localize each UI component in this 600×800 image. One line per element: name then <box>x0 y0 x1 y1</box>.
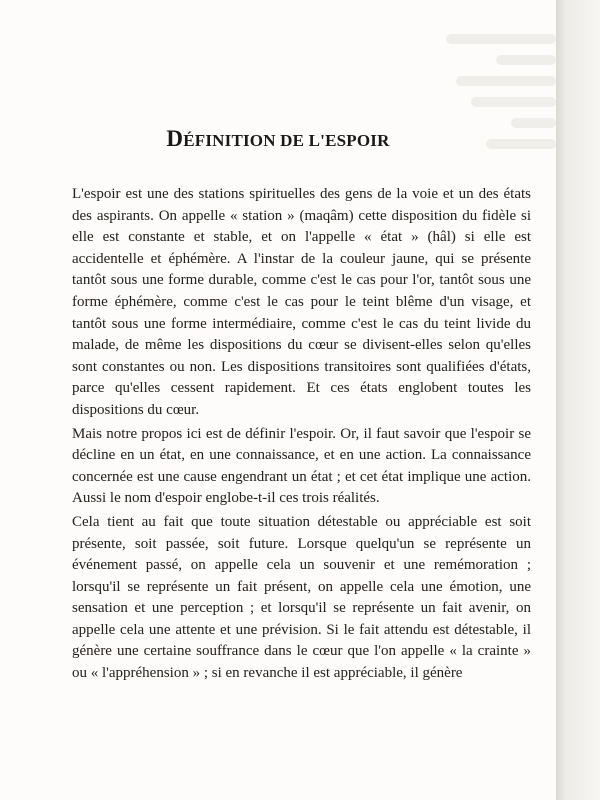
paragraph: L'espoir est une des stations spirituelles des gens de la voie et un des états des aspirants. On appelle « station » (maqâm) cette disposition du fidèle si elle est constante et stable, et on l'appelle « état » (hâl) si elle est accidentelle et éphémère. A l'instar de la couleur jaune, qui se présente tantôt sous une forme durable, comme c'est le cas pour l'or, tantôt sous une forme éphémère, comme c'est le cas pour le teint blême d'un visage, et tantôt sous une forme intermédiaire, comme c'est le cas du teint livide du malade, de même les dispositions du cœur se divisent-elles selon qu'elles sont constantes ou non. Les dispositions transitoires sont qualifiées d'états, parce qu'elles cessent rapidement. Et ces états englobent toutes les dispositions du cœur. <box>72 186 531 418</box>
paragraph: Cela tient au fait que toute situation détestable ou appréciable est soit présente, soit passée, soit future. Lorsque quelqu'un se représente un événement passé, on appelle cela un souvenir et une remémoration ; lorsqu'il se représente un fait présent, on appelle cela une émotion, une sensation et une perception ; et lorsqu'il se représente un fait avenir, on appelle cela une attente et une prévision. Si le fait attendu est détestable, il génère une certaine souffrance dans le cœur que l'on appelle « la crainte » ou « l'appréhension » ; si en revanche il est appréciable, il génère <box>72 513 531 682</box>
show-through-line <box>496 55 556 65</box>
body-text <box>72 184 531 687</box>
chapter-title-rest: ÉFINITION DE L'ESPOIR <box>183 131 390 150</box>
book-spine-shadow <box>556 0 600 800</box>
show-through-line <box>446 34 556 44</box>
paragraph: Mais notre propos ici est de définir l'espoir. Or, il faut savoir que l'espoir se décline en un état, en une connaissance, et en une action. La connaissance concernée est une cause engendrant un état ; et cet état implique une action. Aussi le nom d'espoir englobe-t-il ces trois réalités. <box>72 425 531 507</box>
chapter-title <box>0 126 556 152</box>
show-through-line <box>471 97 556 107</box>
chapter-title-initial: D <box>166 126 184 151</box>
show-through-line <box>456 76 556 86</box>
